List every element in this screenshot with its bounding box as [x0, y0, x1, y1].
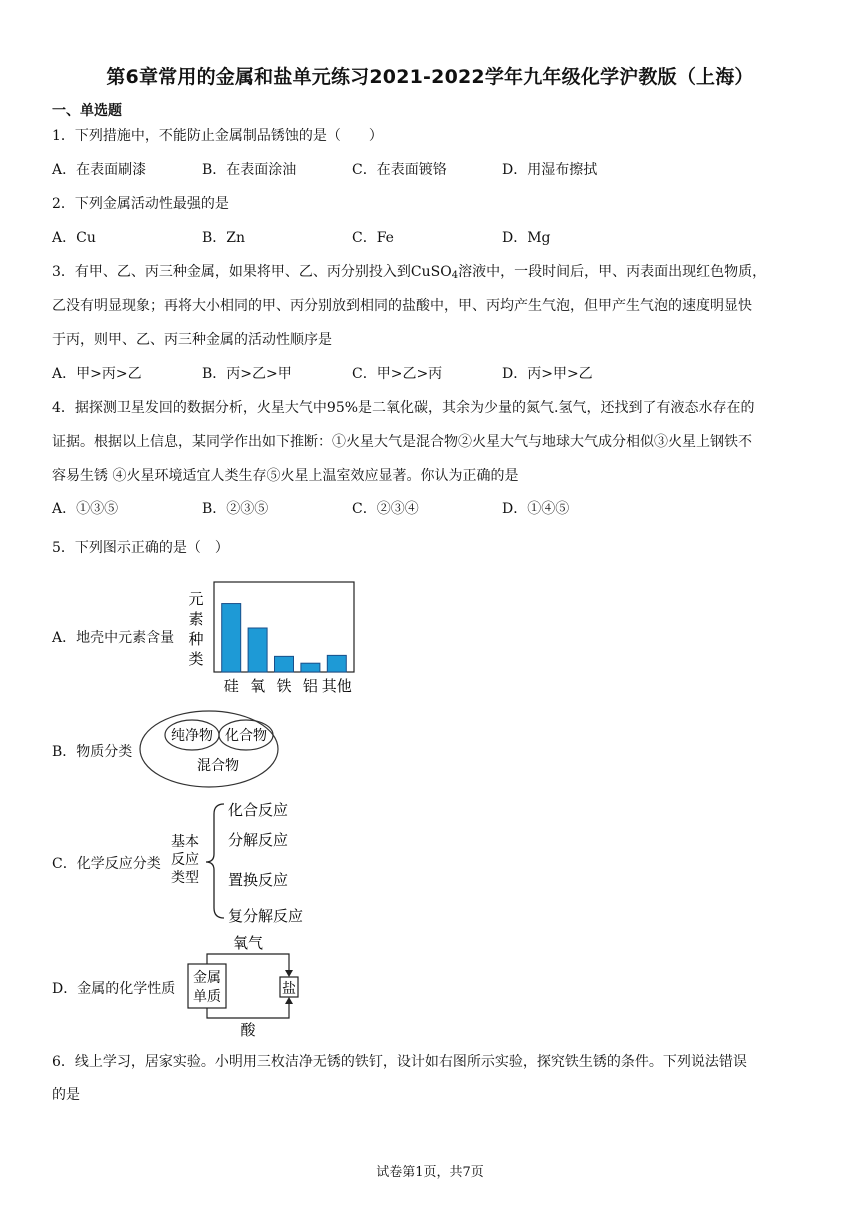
bar-series: [222, 604, 347, 672]
x-tick-label: 铁: [276, 677, 292, 695]
q3-option-b: B．丙>乙>甲: [202, 366, 292, 382]
metal-properties-diagram: [184, 932, 310, 1038]
metal-element-text: 金属: [193, 970, 221, 986]
question-2-stem: 2．下列金属活动性最强的是: [52, 196, 229, 212]
q4-option-a: A．①③⑤: [52, 501, 119, 517]
bar-3: [275, 656, 294, 672]
y-axis-char: 素: [188, 610, 204, 628]
metal-element-text: 单质: [193, 989, 221, 1005]
substance-classification-diagram: [138, 708, 282, 790]
x-tick-label: 铝: [302, 677, 318, 695]
question-5-stem: 5．下列图示正确的是（ ）: [52, 540, 229, 556]
group-label-char: 反应: [171, 852, 199, 868]
pure-substance-text: 纯净物: [171, 728, 213, 744]
q3-option-a: A．甲>丙>乙: [52, 366, 142, 382]
bottom-arrow-head: [285, 997, 293, 1004]
page-title: 第6章常用的金属和盐单元练习2021-2022学年九年级化学沪教版（上海）: [106, 66, 754, 88]
oxygen-label: 氧气: [232, 934, 264, 952]
mixture-text: 混合物: [197, 758, 239, 774]
reaction-type-decomposition: 分解反应: [228, 831, 289, 849]
q2-option-a: A．Cu: [52, 230, 96, 246]
x-tick-label: 氧: [250, 677, 266, 695]
reaction-type-combination: 化合反应: [228, 801, 289, 819]
question-4-line-3: 容易生锈 ④火星环境适宜人类生存⑤火星上温室效应显著。你认为正确的是: [52, 468, 519, 484]
bar-1: [222, 604, 241, 672]
bar-2: [248, 628, 267, 672]
q1-option-d: D．用湿布擦拭: [502, 162, 598, 178]
top-arrow-head: [285, 970, 293, 977]
reaction-type-double-displacement: 复分解反应: [228, 907, 304, 925]
q4-option-c: C．②③④: [352, 501, 419, 517]
compound-text: 化合物: [225, 728, 267, 744]
q2-option-c: C．Fe: [352, 230, 394, 246]
q3-option-c: C．甲>乙>丙: [352, 366, 443, 382]
q4-option-d: D．①④⑤: [502, 501, 570, 517]
q5-option-d-label: D．金属的化学性质: [52, 981, 176, 997]
q5-option-b-label: B．物质分类: [52, 744, 133, 760]
bar-5: [327, 655, 346, 672]
question-3-line-2: 乙没有明显现象；再将大小相同的甲、丙分别放到相同的盐酸中，甲、丙均产生气泡，但甲产生气泡的速度明显快: [52, 298, 752, 314]
group-label-char: 基本: [171, 834, 199, 850]
curly-brace: [206, 804, 224, 918]
y-axis-char: 元: [188, 590, 204, 608]
bar-4: [301, 663, 320, 672]
question-1-stem: 1．下列措施中，不能防止金属制品锈蚀的是（ ）: [52, 128, 383, 144]
group-label-char: 类型: [171, 870, 199, 886]
q1-option-b: B．在表面涂油: [202, 162, 297, 178]
q5-option-a-label: A．地壳中元素含量: [52, 630, 175, 646]
q1-option-a: A．在表面刷漆: [52, 162, 147, 178]
reaction-type-displacement: 置换反应: [228, 871, 289, 889]
question-4-line-2: 证据。根据以上信息，某同学作出如下推断：①火星大气是混合物②火星大气与地球大气成分相似③火星上钢铁不: [52, 434, 752, 450]
page-footer: 试卷第1页，共7页: [376, 1165, 484, 1180]
acid-label: 酸: [240, 1021, 256, 1038]
element-content-bar-chart: [180, 578, 360, 700]
q5-option-c-label: C．化学反应分类: [52, 856, 161, 872]
y-axis-label: [188, 590, 203, 668]
section-heading: 一、单选题: [52, 103, 122, 119]
question-4-line-1: 4．据探测卫星发回的数据分析，火星大气中95%是二氧化碳，其余为少量的氮气.氢气，还找到了有液态水存在的: [52, 400, 755, 416]
q4-option-b: B．②③⑤: [202, 501, 269, 517]
x-tick-label: 硅: [223, 677, 239, 695]
question-6-line-2: 的是: [52, 1087, 80, 1103]
question-3-line-3: 于丙，则甲、乙、丙三种金属的活动性顺序是: [52, 332, 332, 348]
q2-option-d: D．Mg: [502, 230, 551, 246]
q3-option-d: D．丙>甲>乙: [502, 366, 593, 382]
q2-option-b: B．Zn: [202, 230, 246, 246]
question-3-line-1: 3．有甲、乙、丙三种金属，如果将甲、乙、丙分别投入到CuSO$_4$溶液中，一段时间后，甲、丙表面出现红色物质，: [52, 264, 767, 281]
y-axis-char: 类: [188, 650, 204, 668]
y-axis-char: 种: [188, 630, 204, 648]
x-tick-labels: [224, 677, 352, 695]
salt-text: 盐: [282, 981, 296, 997]
reaction-classification-diagram: [168, 796, 308, 926]
q1-option-c: C．在表面镀铬: [352, 162, 447, 178]
question-6-line-1: 6．线上学习，居家实验。小明用三枚洁净无锈的铁钉，设计如右图所示实验，探究铁生锈的条件。下列说法错误: [52, 1054, 747, 1070]
x-tick-label: 其他: [321, 677, 352, 695]
